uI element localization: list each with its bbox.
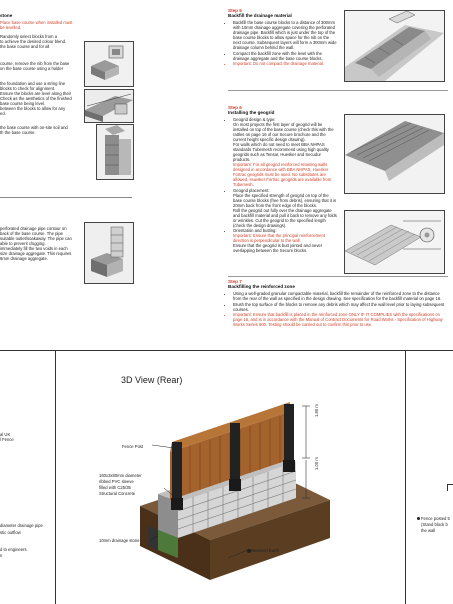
divider bbox=[228, 90, 448, 91]
step-6-bullet bbox=[233, 228, 338, 253]
left-note: al UK bbox=[0, 432, 11, 437]
left-text: Randomly select blocks from a bbox=[0, 33, 58, 39]
left-warning-2: be levelled. bbox=[0, 24, 22, 30]
step-7-bullet: • Using a well-graded granular compactable material, backfill the remainder of the reinforced zone to the distance from the rear of the wall as specified in the design drawing. See specification for the backfill material on page 16. bbox=[233, 291, 448, 301]
left-text: between the blocks to allow for any bbox=[0, 105, 66, 111]
illustration-backfill bbox=[96, 124, 134, 180]
fence-post-2 bbox=[230, 423, 240, 485]
left-text: Ensure the blocks are level along their bbox=[0, 90, 71, 96]
step-6-heading: Installing the geogrid bbox=[228, 110, 275, 116]
step-6-title: Step 6 bbox=[228, 105, 242, 110]
retained-earth-marker bbox=[247, 549, 251, 553]
left-text: base course being level. bbox=[0, 100, 46, 106]
step-6-subheading: Geogrid design & type: bbox=[233, 116, 276, 122]
step-6-text: Ensure that the geogrid is butt jointed and never overlapping between the Secure blocks. bbox=[233, 243, 323, 254]
left-text: the foundation and use a string line bbox=[0, 80, 66, 86]
fence-post-3 bbox=[284, 404, 294, 466]
divider bbox=[228, 276, 448, 277]
right-note: Fence posted 5 bbox=[421, 516, 450, 521]
left-warning: Place base course when installed must bbox=[0, 19, 73, 25]
step-7-title: Step 7 bbox=[228, 279, 242, 284]
dimension-lower: 1.00 m bbox=[314, 457, 319, 470]
step-5-bullet: • Compact the backfill zone with the level with the drainage aggregate and the base course blocks. bbox=[233, 51, 338, 61]
left-text: to achieve the desired colour blend. bbox=[0, 38, 67, 44]
left-text: course, remove the nib from the base bbox=[0, 60, 70, 66]
illustration-block-placement bbox=[84, 41, 134, 87]
left-text: th the base course. bbox=[0, 129, 36, 135]
pipe-label-4: Structural Concrete bbox=[99, 491, 136, 496]
step-6-important: Important: For all geogrid reinforced retaining walls designed in accordance with BBA NHPAS, Huesker Fortrac geogrids must be used. No substitutes are allowed. Huesker Fortrac geogrids are available from Tubemesh. bbox=[233, 161, 332, 187]
left-text: able to prevent clogging. bbox=[0, 241, 46, 246]
step-6-text: Roll the geogrid out fully over the drainage aggregate and backfill material and pull it back to remove any folds or wrinkles. Cut the geogrid to the specified length (check the design drawings). bbox=[233, 207, 337, 228]
right-note: (Stand block b bbox=[421, 522, 448, 527]
right-note-marker bbox=[417, 517, 420, 520]
left-text: blocks to check for alignment. bbox=[0, 85, 56, 91]
illustration-geogrid bbox=[344, 114, 445, 194]
retained-earth-label: Retained Earth bbox=[251, 548, 279, 553]
step-7-heading: Backfilling the reinforced zone bbox=[228, 284, 295, 290]
drawing-top-border bbox=[0, 350, 453, 351]
left-step-top bbox=[0, 13, 84, 135]
wall-3d-drawing bbox=[100, 388, 340, 598]
step-5-title: Step 5 bbox=[228, 8, 242, 13]
left-text: perforated drainage pipe contour on bbox=[0, 226, 67, 231]
left-note: stic outflow bbox=[0, 530, 21, 535]
left-text: immediately fill the two voids in each bbox=[0, 246, 68, 251]
drawing-right-border bbox=[405, 350, 406, 604]
step-5-heading: Backfill the drainage material bbox=[228, 13, 292, 19]
step-7-important: • Important: Ensure that backfill is placed in the reinforced zone ONLY IF IT COMPLIES with the specifications on page 16, and is in accordance with the Manual of Contract Documents for Road Works - Specification of Highway Works Series 600. Testing should be carried out to confirm this prior to use. bbox=[233, 312, 448, 327]
step-6-important: Important: Ensure that the principal reinforcement direction is perpendicular to the wall. bbox=[233, 233, 325, 244]
pipe-label-2: ribbed PVC sleeve bbox=[99, 479, 134, 484]
left-text: 6mm drainage aggregate. bbox=[0, 256, 48, 261]
left-text: the base course with on-site soil and bbox=[0, 124, 68, 130]
left-note: diameter drainage pipe bbox=[0, 523, 43, 528]
drawing-title: 3D View (Rear) bbox=[121, 375, 183, 385]
left-text: Check as the aesthetics of the finished bbox=[0, 95, 72, 101]
left-text: suitable outlet/soakaway. The pipe can bbox=[0, 236, 72, 241]
left-divider bbox=[0, 197, 132, 198]
step-6-text: On most projects the first layer of geogrid will be installed on top of the base course (check this with the rattles on page 16 of our Secure brochure and the current height specific design drawing). bbox=[233, 121, 334, 142]
step-6-subheading: Geogrid placement: bbox=[233, 187, 270, 193]
fence-post-label: Fence Post bbox=[122, 444, 144, 449]
left-note: l Fence bbox=[0, 437, 14, 442]
step-6-bullet bbox=[233, 117, 338, 187]
left-step-mid bbox=[0, 226, 84, 261]
pipe-label-1: 160x3x80mm diameter bbox=[99, 473, 142, 478]
left-note: n bbox=[0, 553, 3, 558]
fence-post-1 bbox=[172, 442, 182, 504]
step-6-text: For walls which do not need to meet BBA NHPAS standards Tubemesh recommend using high quality geogrids such as Tensar, Huesker and Secudur products. bbox=[233, 141, 329, 162]
step-6-subheading: Orientation and butting: bbox=[233, 228, 277, 234]
step-5-important: • Important: Do not compact the drainage material. bbox=[233, 61, 338, 66]
left-text: ed. bbox=[0, 110, 6, 116]
dimension-upper: 1.80 m bbox=[314, 404, 319, 417]
step-6-bullet bbox=[233, 188, 338, 228]
right-fragment bbox=[447, 484, 453, 491]
left-text: the base course and for all bbox=[0, 43, 50, 49]
illustration-drainage-pipe bbox=[84, 222, 134, 284]
step-7-bullet: • Brush the top surface of the blocks to remove any debris which may affect the wall level prior to laying subsequent courses. bbox=[233, 302, 448, 312]
step-7 bbox=[228, 279, 448, 328]
left-text: back of the base course. The pipe bbox=[0, 231, 64, 236]
right-note: the wall bbox=[421, 528, 436, 533]
left-step-title: stone bbox=[0, 13, 13, 18]
left-note: d to engineers bbox=[0, 547, 27, 552]
drawing-left-border bbox=[55, 350, 56, 604]
step-5-bullet: • Backfill the base course blocks to a distance of 300mm with 10mm drainage aggregate covering the perforated drainage pipe. Backfill which is just under the top of the base course blocks to allow space for the nib on the next course. Subsequent layers will form a 300mm wide drainage column behind the wall. bbox=[233, 20, 338, 50]
left-text: on the base course using a holder bbox=[0, 65, 64, 71]
illustration-string-line bbox=[84, 89, 134, 123]
illustration-geogrid-roll bbox=[344, 210, 445, 274]
left-text: size drainage aggregate. This requires bbox=[0, 251, 72, 256]
pipe-label-3: filled with C25/35 bbox=[99, 485, 131, 490]
step-6-text: Place the specified strength of geogrid on top of the base course blocks (free from debris), ensuring that it is 20mm back from the front edge of the blocks. bbox=[233, 192, 337, 208]
drainage-stone-label: 10mm drainage stone bbox=[99, 538, 140, 543]
step-6 bbox=[228, 105, 338, 254]
illustration-step-5 bbox=[344, 10, 445, 82]
step-5 bbox=[228, 8, 338, 67]
